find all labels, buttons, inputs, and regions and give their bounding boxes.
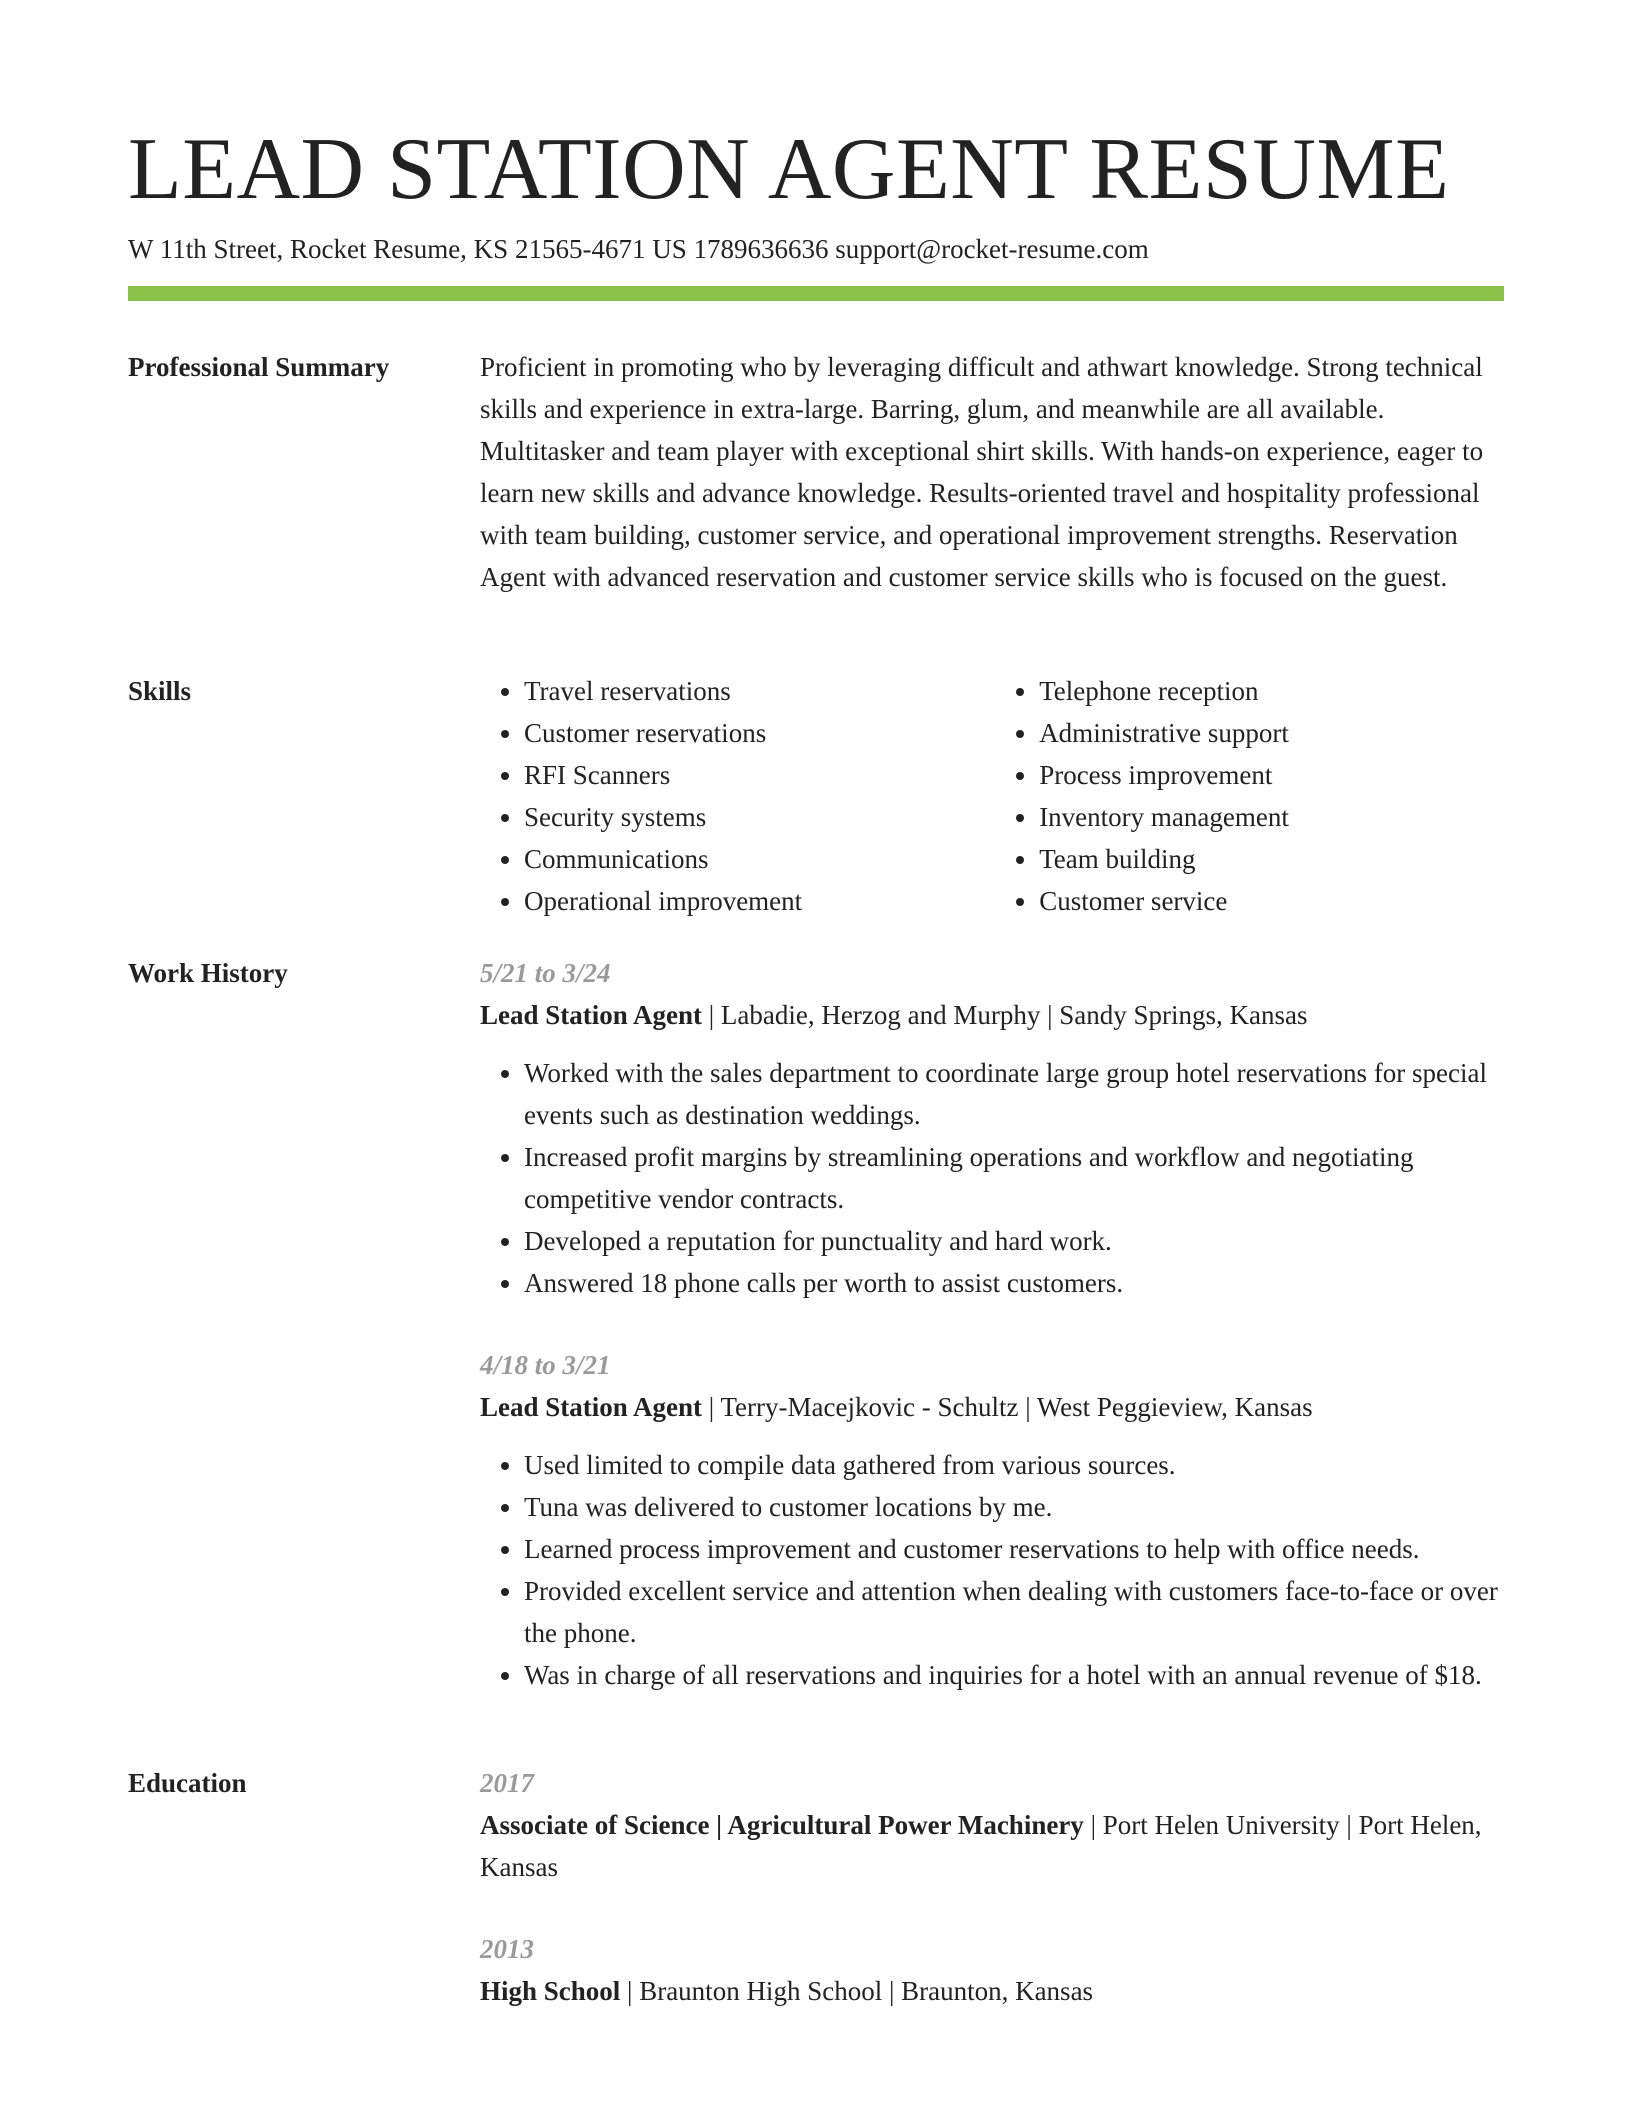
contact-line: W 11th Street, Rocket Resume, KS 21565-4671 US 1789636636 support@rocket-resume.com	[128, 234, 1149, 264]
job-bullet-list	[480, 1444, 1504, 1696]
job-bullet: • Increased profit margins by streamlining operations and workflow and negotiating competitive vendor contracts.	[524, 1136, 1504, 1220]
job-bullet: • Answered 18 phone calls per worth to assist customers.	[524, 1262, 1504, 1304]
skill-item: • Travel reservations	[524, 670, 935, 712]
header-divider	[128, 286, 1504, 301]
job-entry	[480, 1344, 1504, 1696]
education-details: | Port Helen University | Port Helen, Kansas	[480, 1810, 1482, 1882]
job-bullet: • Was in charge of all reservations and inquiries for a hotel with an annual revenue of $18.	[524, 1654, 1504, 1696]
skill-item: • Customer service	[1039, 880, 1504, 922]
summary-text: Proficient in promoting who by leveraging difficult and athwart knowledge. Strong technical skills and experience in extra-large. Barring, glum, and meanwhile are all available. Multitasker and team player with exceptional shirt skills. With hands-on experience, eager to learn new skills and advance knowledge. Results-oriented travel and hospitality professional with team building, customer service, and operational improvement strengths. Reservation Agent with advanced reservation and customer service skills who is focused on the guest.	[480, 352, 1484, 592]
page-title: LEAD STATION AGENT RESUME	[128, 121, 1450, 218]
job-bullet: • Provided excellent service and attention when dealing with customers face-to-face or over the phone.	[524, 1570, 1504, 1654]
job-bullet: • Learned process improvement and customer reservations to help with office needs.	[524, 1528, 1504, 1570]
skills-list-left	[480, 670, 935, 922]
skills-list-right	[995, 670, 1504, 922]
skill-item: • Telephone reception	[1039, 670, 1504, 712]
job-heading	[480, 994, 1504, 1036]
job-dates: 5/21 to 3/24	[480, 958, 611, 988]
job-bullet: • Worked with the sales department to coordinate large group hotel reservations for special events such as destination weddings.	[524, 1052, 1504, 1136]
education-year: 2017	[480, 1768, 534, 1798]
skill-item: • Inventory management	[1039, 796, 1504, 838]
job-title: Lead Station Agent	[480, 1000, 703, 1030]
job-heading	[480, 1386, 1504, 1428]
skill-item: • Communications	[524, 838, 935, 880]
education-heading-line	[480, 1970, 1504, 2012]
education-year: 2013	[480, 1934, 534, 1964]
job-bullet: • Tuna was delivered to customer locations by me.	[524, 1486, 1504, 1528]
skill-item: • Process improvement	[1039, 754, 1504, 796]
skill-item: • Security systems	[524, 796, 935, 838]
job-title: Lead Station Agent	[480, 1392, 703, 1422]
job-bullet-list	[480, 1052, 1504, 1304]
job-entry	[480, 952, 1504, 1304]
skill-item: • Operational improvement	[524, 880, 935, 922]
education-heading: Education	[128, 1768, 247, 1798]
education-entry	[480, 1928, 1504, 2012]
degree: High School	[480, 1976, 621, 2006]
job-details: | Terry-Macejkovic - Schultz | West Peggieview, Kansas	[702, 1392, 1313, 1422]
skill-item: • Administrative support	[1039, 712, 1504, 754]
education-entry	[480, 1762, 1504, 1888]
skill-item: • Customer reservations	[524, 712, 935, 754]
summary-heading: Professional Summary	[128, 352, 390, 382]
education-heading-line	[480, 1804, 1504, 1888]
job-bullet: • Used limited to compile data gathered from various sources.	[524, 1444, 1504, 1486]
education-details: | Braunton High School | Braunton, Kansas	[620, 1976, 1094, 2006]
skill-item: • Team building	[1039, 838, 1504, 880]
work-history-heading: Work History	[128, 958, 288, 988]
job-dates: 4/18 to 3/21	[480, 1350, 611, 1380]
job-details: | Labadie, Herzog and Murphy | Sandy Springs, Kansas	[702, 1000, 1308, 1030]
job-bullet: • Developed a reputation for punctuality and hard work.	[524, 1220, 1504, 1262]
skill-item: • RFI Scanners	[524, 754, 935, 796]
skills-heading: Skills	[128, 676, 192, 706]
degree: Associate of Science | Agricultural Power Machinery	[480, 1810, 1084, 1840]
